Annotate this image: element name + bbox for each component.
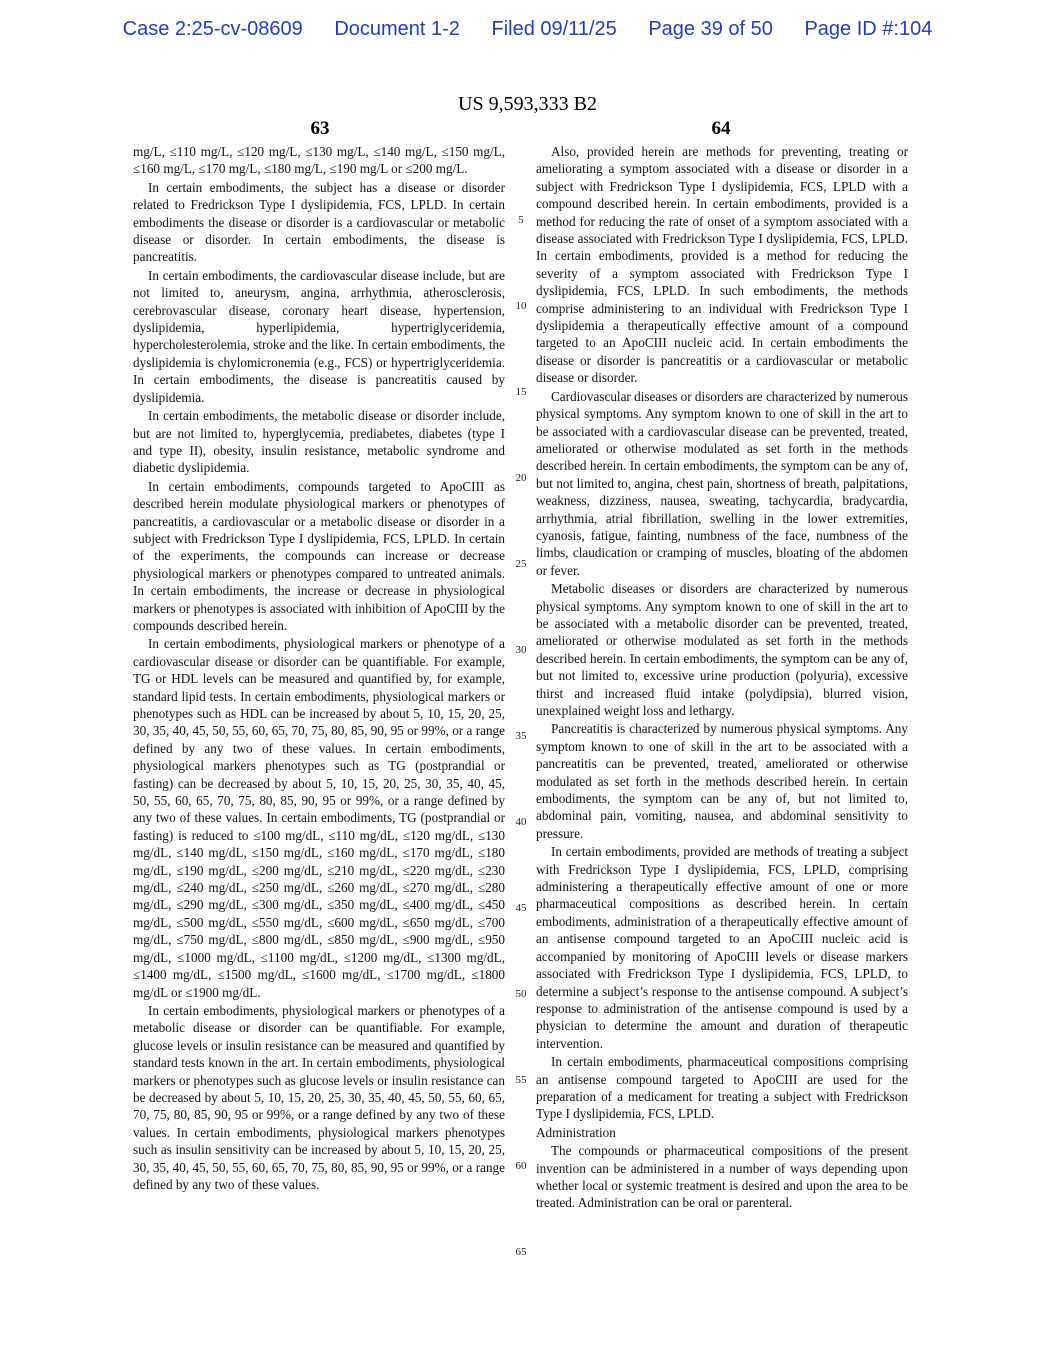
line-number: 55 xyxy=(515,1074,527,1086)
line-number: 40 xyxy=(515,816,527,828)
paragraph: In certain embodiments, pharmaceutical compositions comprising an antisense compound targeted to ApoCIII are used for the preparation of a medicament for treating a subject with Fredrickson Type I dyslipidemia, FCS, LPLD. xyxy=(536,1054,908,1122)
filed-date: Filed 09/11/25 xyxy=(491,18,617,40)
paragraph: Pancreatitis is characterized by numerous physical symptoms. Any symptom known to one of skill in the art to be associated with a pancreatitis can be prevented, treated, ameliorated or otherwise modulated as set forth in the methods described herein. In certain embodiments, the symptom can be any of, but not limited to, abdominal pain, vomiting, nausea, and abdominal sensitivity to pressure. xyxy=(536,721,908,841)
paragraph: mg/L, ≤110 mg/L, ≤120 mg/L, ≤130 mg/L, ≤140 mg/L, ≤150 mg/L, ≤160 mg/L, ≤170 mg/L, ≤180 mg/L, ≤190 mg/L or ≤200 mg/L. xyxy=(133,144,505,177)
line-number: 30 xyxy=(515,644,527,656)
page-of-total: Page 39 of 50 xyxy=(648,18,773,40)
paragraph: In certain embodiments, compounds targeted to ApoCIII as described herein modulate physiological markers or phenotypes of pancreatitis, a cardiovascular or a metabolic disease or disorder in a subject with Fredrickson Type I dyslipidemia, FCS, LPLD. In certain of the experiments, the compounds can increase or decrease physiological markers or phenotypes compared to untreated animals. In certain embodiments, the increase or decrease in physiological markers or phenotypes is associated with inhibition of ApoCIII by the compounds described herein. xyxy=(133,478,505,633)
line-number: 20 xyxy=(515,472,527,484)
line-number: 5 xyxy=(518,214,524,226)
left-text-column xyxy=(133,143,505,1194)
right-text-column xyxy=(536,143,908,1213)
line-number: 15 xyxy=(515,386,527,398)
case-number: Case 2:25-cv-08609 xyxy=(122,18,303,40)
paragraph: In certain embodiments, physiological markers or phenotypes of a metabolic disease or disorder can be quantifiable. For example, glucose levels or insulin resistance can be measured and quantified by standard tests known in the art. In certain embodiments, physiological markers or phenotypes such as glucose levels or insulin resistance can be decreased by about 5, 10, 15, 20, 25, 30, 35, 40, 45, 50, 55, 60, 65, 70, 75, 80, 85, 90, 95 or 99%, or a range defined by any two of these values. In certain embodiments, physiological markers phenotypes such as insulin sensitivity can be increased by about 5, 10, 15, 20, 25, 30, 35, 40, 45, 50, 55, 60, 65, 70, 75, 80, 85, 90, 95 or 99%, or a range defined by any two of these values. xyxy=(133,1002,505,1192)
line-number: 65 xyxy=(515,1246,527,1258)
paragraph: In certain embodiments, the cardiovascular disease include, but are not limited to, aneurysm, angina, arrhythmia, atherosclerosis, cerebrovascular disease, coronary heart disease, hypertension, dyslipidemia, hyperlipidemia, hypertriglyceridemia, hypercholesterolemia, stroke and the like. In certain embodiments, the dyslipidemia is chylomicronemia (e.g., FCS) or hypertriglyceridemia. In certain embodiments, the disease is pancreatitis caused by dyslipidemia. xyxy=(133,267,505,405)
paragraph: The compounds or pharmaceutical compositions of the present invention can be administered in a number of ways depending upon whether local or systemic treatment is desired and upon the area to be treated. Administration can be oral or parenteral. xyxy=(536,1143,908,1211)
paragraph: Metabolic diseases or disorders are characterized by numerous physical symptoms. Any symptom known to one of skill in the art to be associated with a metabolic disorder can be prevented, treated, ameliorated or otherwise modulated as set forth in the methods described herein. In certain embodiments, the symptom can be any of, but not limited to, excessive urine production (polyuria), excessive thirst and increased fluid intake (polydipsia), blurred vision, unexplained weight loss and lethargy. xyxy=(536,581,908,718)
court-filing-header xyxy=(0,18,1055,41)
line-number: 60 xyxy=(515,1160,527,1172)
paragraph: In certain embodiments, physiological markers or phenotype of a cardiovascular disease or disorder can be quantifiable. For example, TG or HDL levels can be measured and quantified by, for example, standard lipid tests. In certain embodiments, physiological markers or phenotypes such as HDL can be increased by about 5, 10, 15, 20, 25, 30, 35, 40, 45, 50, 55, 60, 65, 70, 75, 80, 85, 90, 95 or 99%, or a range defined by any two of these values. In certain embodiments, physiological markers phenotypes such as TG (postprandial or fasting) can be decreased by about 5, 10, 15, 20, 25, 30, 35, 40, 45, 50, 55, 60, 65, 70, 75, 80, 85, 90, 95 or 99%, or a range defined by any two of these values. In certain embodiments, TG (postprandial or fasting) is reduced to ≤100 mg/dL, ≤110 mg/dL, ≤120 mg/dL, ≤130 mg/dL, ≤140 mg/dL, ≤150 mg/dL, ≤160 mg/dL, ≤170 mg/dL, ≤180 mg/dL, ≤190 mg/dL, ≤200 mg/dL, ≤210 mg/dL, ≤220 mg/dL, ≤230 mg/dL, ≤240 mg/dL, ≤250 mg/dL, ≤260 mg/dL, ≤270 mg/dL, ≤280 mg/dL, ≤290 mg/dL, ≤300 mg/dL, ≤350 mg/dL, ≤400 mg/dL, ≤450 mg/dL, ≤500 mg/dL, ≤550 mg/dL, ≤600 mg/dL, ≤650 mg/dL, ≤700 mg/dL, ≤750 mg/dL, ≤800 mg/dL, ≤850 mg/dL, ≤900 mg/dL, ≤950 mg/dL, ≤1000 mg/dL, ≤1100 mg/dL, ≤1200 mg/dL, ≤1300 mg/dL, ≤1400 mg/dL, ≤1500 mg/dL, ≤1600 mg/dL, ≤1700 mg/dL, ≤1800 mg/dL or ≤1900 mg/dL. xyxy=(133,636,505,1000)
left-page-number: 63 xyxy=(310,118,330,139)
paragraph: In certain embodiments, provided are methods of treating a subject with Fredrickson Type I dyslipidemia, FCS, LPLD, comprising administering a therapeutically effective amount of one or more pharmaceutical compositions as described herein. In certain embodiments, administration of a therapeutically effective amount of an antisense compound targeted to an ApoCIII nucleic acid is accompanied by monitoring of ApoCIII levels or disease markers associated with Fredrickson Type I dyslipidemia, FCS, LPLD, to determine a subject’s response to the antisense compound. A subject’s response to administration of the antisense compound is used by a physician to determine the amount and duration of therapeutic intervention. xyxy=(536,844,908,1051)
patent-number: US 9,593,333 B2 xyxy=(458,93,597,115)
paragraph: Cardiovascular diseases or disorders are characterized by numerous physical symptoms. Any symptom known to one of skill in the art to be associated with a cardiovascular disease can be prevented, treated, ameliorated or otherwise modulated as set forth in the methods described herein. In certain embodiments, the symptom can be any of, but not limited to, angina, chest pain, shortness of breath, palpitations, weakness, dizziness, nausea, sweating, tachycardia, bradycardia, arrhythmia, atrial fibrillation, swelling in the lower extremities, cyanosis, fatigue, fainting, numbness of the face, numbness of the limbs, claudication or cramping of muscles, bloating of the abdomen or fever. xyxy=(536,388,909,578)
line-number: 35 xyxy=(515,730,527,742)
right-page-number: 64 xyxy=(711,118,731,139)
paragraph: In certain embodiments, the subject has a disease or disorder related to Fredrickson Type I dyslipidemia, FCS, LPLD. In certain embodiments the disease or disorder is a cardiovascular or metabolic disease or disorder. In certain embodiments, the disease is pancreatitis. xyxy=(133,179,505,265)
line-number: 25 xyxy=(515,558,527,570)
line-number: 10 xyxy=(515,300,527,312)
document-number: Document 1-2 xyxy=(334,18,460,40)
page-id: Page ID #:104 xyxy=(804,18,933,40)
line-number: 45 xyxy=(515,902,527,914)
section-heading: Administration xyxy=(536,1124,616,1140)
line-number: 50 xyxy=(515,988,527,1000)
paragraph: Also, provided herein are methods for preventing, treating or ameliorating a symptom associated with a disease or disorder in a subject with Fredrickson Type I dyslipidemia, FCS, LPLD with a compound described herein. In certain embodiments, provided is a method for reducing the rate of onset of a symptom associated with a disease associated with Fredrickson Type I dyslipidemia, FCS, LPLD. In certain embodiments, provided is a method for reducing the severity of a symptom associated with Fredrickson Type I dyslipidemia, FCS, LPLD. In such embodiments, the methods comprise administering to an individual with Fredrickson Type I dyslipidemia a therapeutically effective amount of a compound targeted to an ApoCIII nucleic acid. In certain embodiments the disease or disorder is pancreatitis or a cardiovascular or metabolic disease or disorder. xyxy=(536,144,908,386)
paragraph: In certain embodiments, the metabolic disease or disorder include, but are not limited to, hyperglycemia, prediabetes, diabetes (type I and type II), obesity, insulin resistance, metabolic syndrome and diabetic dyslipidemia. xyxy=(133,408,505,476)
